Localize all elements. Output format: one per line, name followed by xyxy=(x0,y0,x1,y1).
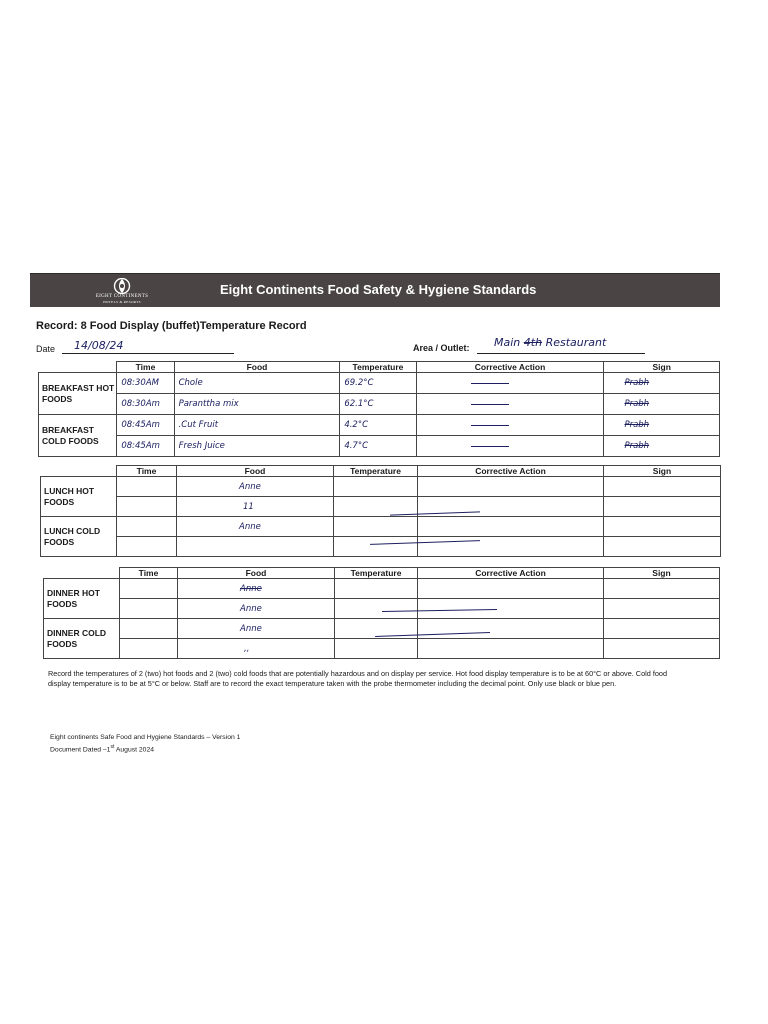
dinner-cold-label: DINNER COLD FOODS xyxy=(44,619,120,659)
lunch-col-time: Time xyxy=(117,466,177,477)
breakfast-col-corrective: Corrective Action xyxy=(416,362,604,373)
breakfast-table xyxy=(38,361,720,457)
date-value: 14/08/24 xyxy=(74,339,124,352)
dinner-corrective-cell xyxy=(418,619,604,639)
footer-version-line: Eight continents Safe Food and Hygiene Standards – Version 1 xyxy=(50,734,241,741)
dinner-sign-cell xyxy=(604,599,720,619)
document-footer xyxy=(50,734,240,754)
lunch-col-corrective: Corrective Action xyxy=(418,466,604,477)
dinner-food-cell: Anne xyxy=(178,579,335,599)
lunch-time-cell xyxy=(117,537,177,557)
dinner-table xyxy=(43,567,720,659)
lunch-food-cell: Anne xyxy=(177,517,334,537)
lunch-food-cell: Anne xyxy=(177,477,334,497)
lunch-cold-label: LUNCH COLD FOODS xyxy=(41,517,117,557)
breakfast-sign-cell: Prabh xyxy=(604,415,720,436)
dinner-corrective-cell xyxy=(418,579,604,599)
breakfast-temp-cell: 4.2°C xyxy=(340,415,416,436)
lunch-time-cell xyxy=(117,497,177,517)
date-field-line xyxy=(62,352,234,354)
breakfast-food-cell: Chole xyxy=(174,373,340,394)
logo-text: EIGHT CONTINENTS xyxy=(95,294,149,299)
breakfast-time-cell: 08:30AM xyxy=(117,373,174,394)
area-value-struck: 4th xyxy=(523,336,543,349)
company-logo xyxy=(82,278,162,304)
lunch-col-food: Food xyxy=(177,466,334,477)
table-row xyxy=(44,599,720,619)
dinner-col-temperature: Temperature xyxy=(335,568,418,579)
document-header-bar xyxy=(30,273,720,307)
table-row xyxy=(41,497,721,517)
dinner-temp-cell xyxy=(335,599,418,619)
breakfast-sign-cell: Prabh xyxy=(604,373,720,394)
breakfast-header-blank xyxy=(39,362,117,373)
table-row xyxy=(44,579,720,599)
table-row xyxy=(41,517,721,537)
dinner-temp-cell xyxy=(335,639,418,659)
table-row xyxy=(44,639,720,659)
breakfast-sign-cell: Prabh xyxy=(604,436,720,457)
lunch-food-cell: 11 xyxy=(177,497,334,517)
table-row xyxy=(41,537,721,557)
lunch-food-cell xyxy=(177,537,334,557)
table-row xyxy=(41,477,721,497)
logo-emblem-icon xyxy=(111,278,133,294)
lunch-header-blank xyxy=(41,466,117,477)
breakfast-sign-cell: Prabh xyxy=(604,394,720,415)
breakfast-time-cell: 08:45Am xyxy=(117,436,174,457)
area-value-prefix: Main xyxy=(494,336,521,349)
dinner-corrective-cell xyxy=(418,639,604,659)
dash-mark xyxy=(471,425,509,426)
dinner-food-cell: ,, xyxy=(178,639,335,659)
lunch-temp-cell xyxy=(334,517,418,537)
breakfast-temp-cell: 62.1°C xyxy=(340,394,416,415)
breakfast-food-cell: Fresh Juice xyxy=(174,436,340,457)
breakfast-col-temperature: Temperature xyxy=(340,362,416,373)
instructions-footnote: Record the temperatures of 2 (two) hot foods and 2 (two) cold foods that are potentially hazardous and on display per service. Hot food display temperature is to be at 60°C or above. Cold food display temperature is to be at 5°C or below. Staff are to record the exact temperature taken with the probe thermometer including the decimal point. Only use black or blue pen. xyxy=(48,669,668,688)
dinner-time-cell xyxy=(120,619,178,639)
logo-subtext: HOTELS & RESORTS xyxy=(103,300,141,304)
table-row xyxy=(39,394,720,415)
breakfast-food-cell: .Cut Fruit xyxy=(174,415,340,436)
table-row xyxy=(39,436,720,457)
area-value-suffix: Restaurant xyxy=(545,336,607,349)
dash-mark xyxy=(471,446,509,447)
lunch-corrective-cell xyxy=(418,477,604,497)
area-outlet-label: Area / Outlet: xyxy=(413,343,470,353)
breakfast-col-sign: Sign xyxy=(604,362,720,373)
breakfast-cold-label: BREAKFAST COLD FOODS xyxy=(39,415,117,457)
dinner-time-cell xyxy=(120,639,178,659)
dash-mark xyxy=(471,383,509,384)
dinner-col-corrective: Corrective Action xyxy=(418,568,604,579)
table-row xyxy=(39,373,720,394)
lunch-time-cell xyxy=(117,477,177,497)
dinner-temp-cell xyxy=(335,579,418,599)
lunch-sign-cell xyxy=(604,517,721,537)
area-field-line xyxy=(477,352,645,354)
lunch-sign-cell xyxy=(604,497,721,517)
dash-mark xyxy=(471,404,509,405)
breakfast-food-cell: Paranttha mix xyxy=(174,394,340,415)
breakfast-hot-label: BREAKFAST HOT FOODS xyxy=(39,373,117,415)
lunch-temp-cell xyxy=(334,537,418,557)
lunch-sign-cell xyxy=(604,537,721,557)
dinner-food-cell: Anne xyxy=(178,619,335,639)
footer-date-sup: st xyxy=(110,743,115,750)
breakfast-time-cell: 08:45Am xyxy=(117,415,174,436)
breakfast-temp-cell: 4.7°C xyxy=(340,436,416,457)
dinner-food-cell: Anne xyxy=(178,599,335,619)
document-title: Eight Continents Food Safety & Hygiene Standards xyxy=(220,282,537,297)
dinner-sign-cell xyxy=(604,579,720,599)
breakfast-corrective-cell xyxy=(416,436,604,457)
table-row xyxy=(39,415,720,436)
dinner-sign-cell xyxy=(604,639,720,659)
lunch-time-cell xyxy=(117,517,177,537)
footer-date-prefix: Document Dated –1 xyxy=(50,745,111,753)
dinner-col-time: Time xyxy=(120,568,178,579)
footer-date-suffix: August 2024 xyxy=(114,745,155,753)
breakfast-col-time: Time xyxy=(117,362,174,373)
lunch-col-temperature: Temperature xyxy=(334,466,418,477)
dinner-header-blank xyxy=(44,568,120,579)
dinner-col-sign: Sign xyxy=(604,568,720,579)
lunch-temp-cell xyxy=(334,477,418,497)
lunch-corrective-cell xyxy=(418,517,604,537)
lunch-sign-cell xyxy=(604,477,721,497)
breakfast-temp-cell: 69.2°C xyxy=(340,373,416,394)
record-title: Record: 8 Food Display (buffet)Temperature Record xyxy=(36,320,307,332)
dinner-col-food: Food xyxy=(178,568,335,579)
breakfast-corrective-cell xyxy=(416,373,604,394)
area-outlet-value xyxy=(494,336,606,349)
dinner-hot-label: DINNER HOT FOODS xyxy=(44,579,120,619)
date-label: Date xyxy=(36,344,56,354)
breakfast-col-food: Food xyxy=(174,362,340,373)
breakfast-time-cell: 08:30Am xyxy=(117,394,174,415)
dinner-sign-cell xyxy=(604,619,720,639)
lunch-hot-label: LUNCH HOT FOODS xyxy=(41,477,117,517)
dinner-time-cell xyxy=(120,599,178,619)
dinner-time-cell xyxy=(120,579,178,599)
breakfast-corrective-cell xyxy=(416,415,604,436)
breakfast-corrective-cell xyxy=(416,394,604,415)
lunch-col-sign: Sign xyxy=(604,466,721,477)
footer-date-line xyxy=(50,743,240,755)
